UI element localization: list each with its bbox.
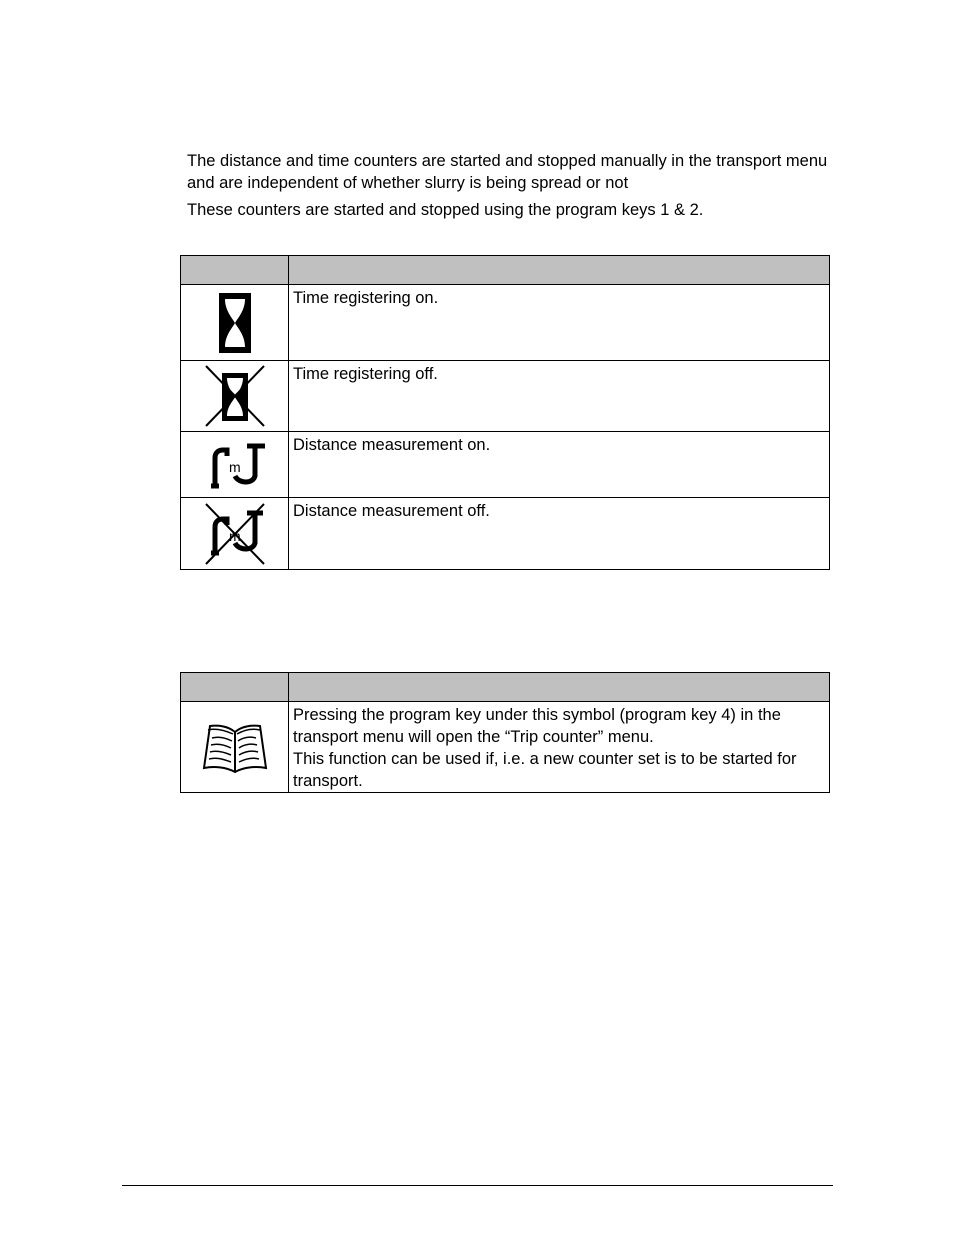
header-symbol-cell: [181, 256, 289, 285]
meter-unit-label: m: [228, 458, 241, 475]
footer-divider: [122, 1185, 833, 1186]
table-row: [181, 498, 830, 570]
row-description: Time registering off.: [293, 365, 438, 383]
table-header-row: [181, 673, 830, 702]
distance-meter-crossed-icon: [203, 501, 267, 567]
description-cell: [289, 361, 830, 432]
intro-paragraph-2: These counters are started and stopped using the program keys 1 & 2.: [187, 201, 704, 219]
description-cell: [289, 285, 830, 361]
table-row: [181, 432, 830, 498]
table-row: [181, 285, 830, 361]
hourglass-icon: [215, 291, 255, 355]
table-row: [181, 361, 830, 432]
open-book-icon: [202, 720, 268, 774]
hourglass-crossed-icon: [203, 363, 267, 429]
table-row: [181, 702, 830, 793]
header-description-cell: [289, 673, 830, 702]
trip-counter-table: [180, 672, 830, 793]
header-symbol-cell: [181, 673, 289, 702]
counter-symbols-table: [180, 255, 830, 570]
row-description-2: This function can be used if, i.e. a new counter set is to be started for transport.: [293, 750, 797, 790]
row-description: Time registering on.: [293, 289, 439, 307]
row-description: Distance measurement on.: [293, 436, 491, 454]
distance-meter-icon: [203, 440, 267, 490]
symbol-cell: [181, 285, 289, 361]
symbol-cell: [181, 498, 289, 570]
meter-unit-label: m: [228, 527, 241, 544]
row-description-1: Pressing the program key under this symbol (program key 4) in the transport menu will open the “Trip counter” menu.: [293, 706, 781, 746]
intro-paragraph-1: The distance and time counters are started and stopped manually in the transport menu and are independent of whether slurry is being spread or not: [187, 152, 828, 192]
symbol-cell: [181, 432, 289, 498]
header-description-cell: [289, 256, 830, 285]
symbol-cell: [181, 702, 289, 793]
description-cell: [289, 498, 830, 570]
description-cell: [289, 432, 830, 498]
symbol-cell: [181, 361, 289, 432]
row-description: Distance measurement off.: [293, 502, 490, 520]
description-cell: [289, 702, 830, 793]
table-header-row: [181, 256, 830, 285]
